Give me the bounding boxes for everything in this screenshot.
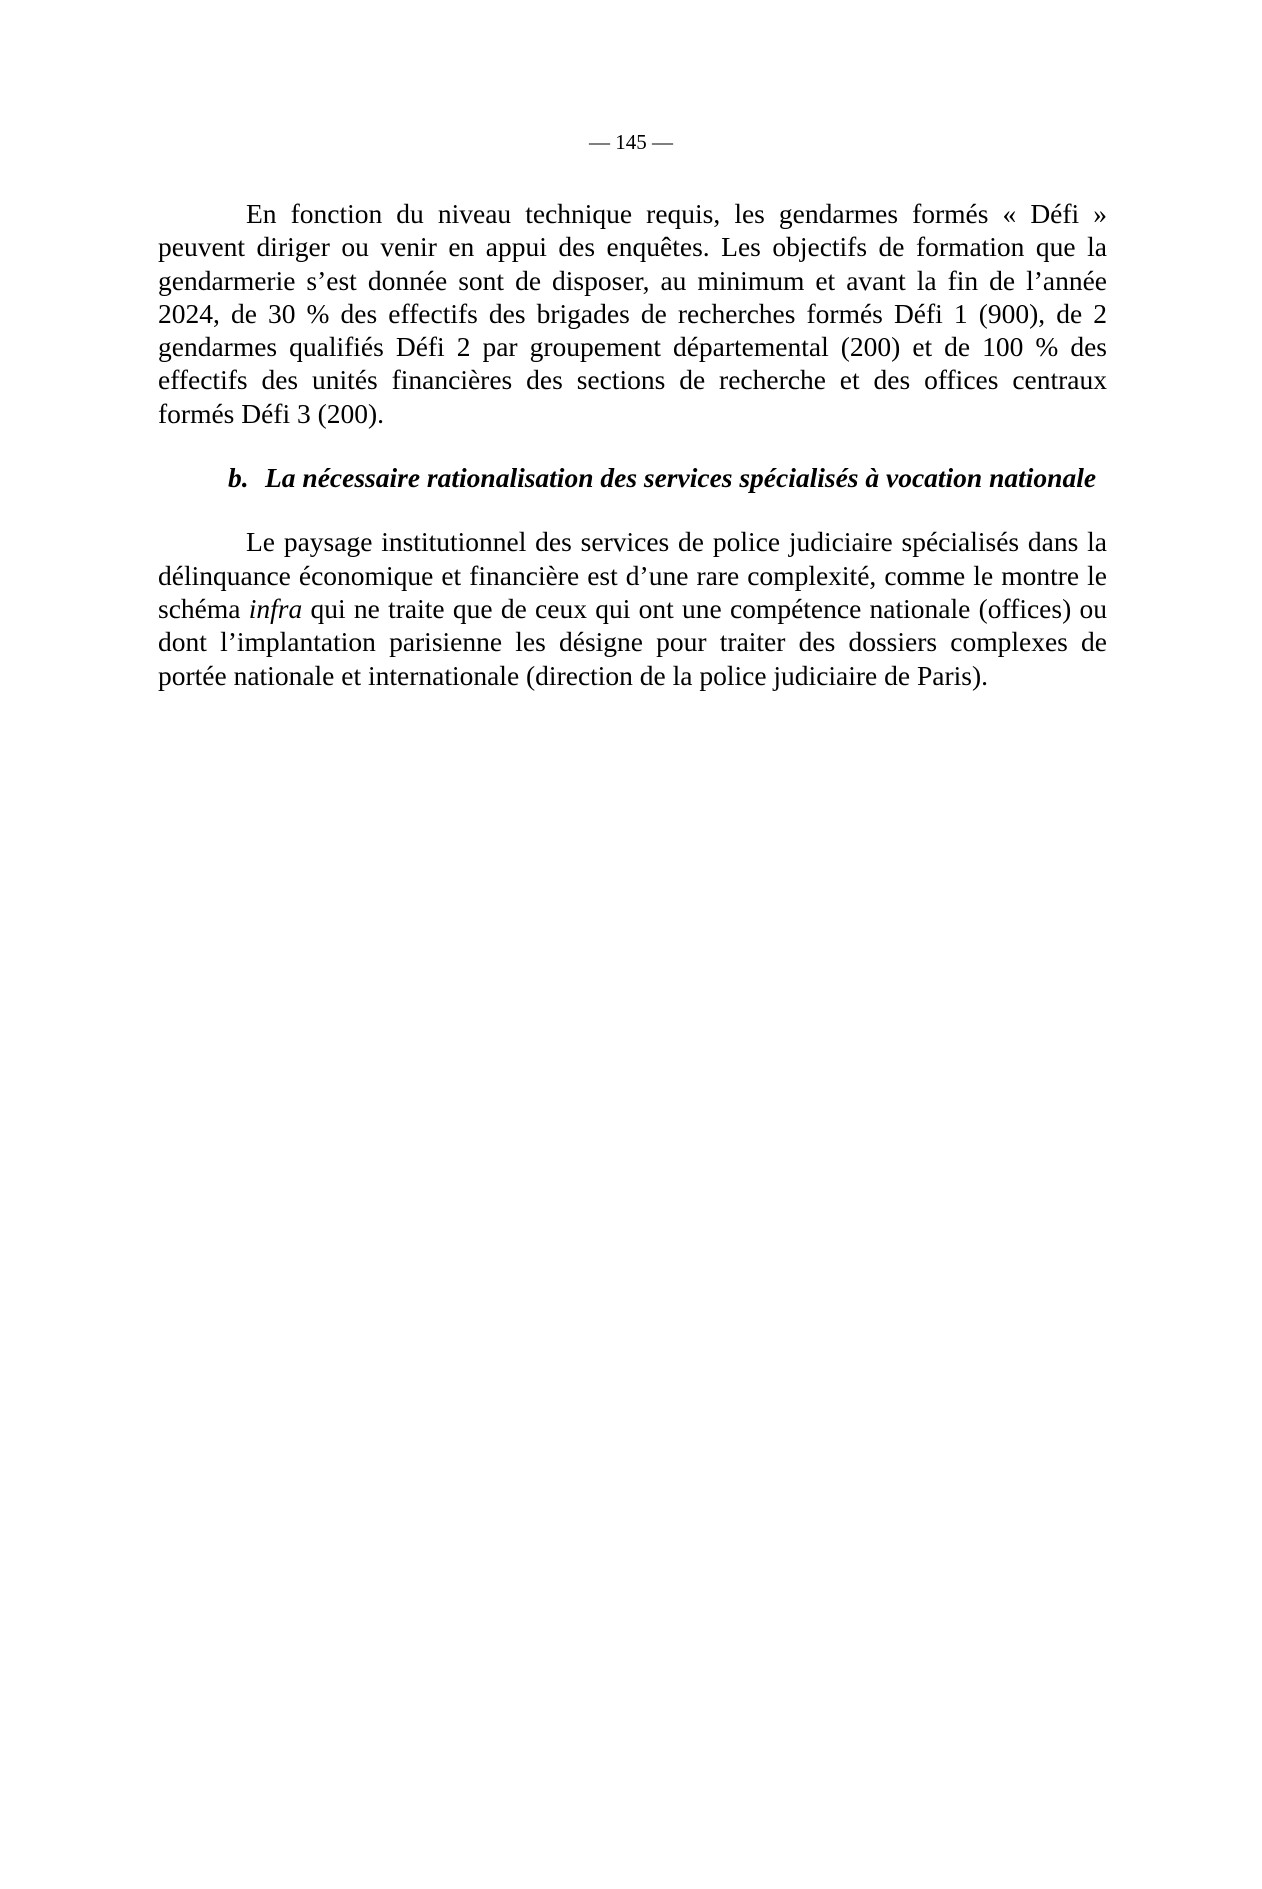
paragraph-institutional-landscape — [158, 525, 1107, 691]
section-heading-text: La nécessaire rationalisation des services spécialisés à vocation nationale — [265, 462, 1097, 494]
paragraph-defi-training: En fonction du niveau technique requis, les gendarmes formés « Défi » peuvent diriger ou venir en appui des enquêtes. Les objectifs de formation que la gendarmerie s’est donnée sont de disposer, au minimum et avant la fin de l’année 2024, de 30 % des effectifs des brigades de recherches formés Défi 1 (900), de 2 gendarmes qualifiés Défi 2 par groupement départemental (200) et de 100 % des effectifs des unités financières des sections de recherche et des offices centraux formés Défi 3 (200). — [158, 198, 1107, 429]
paragraph-text-after-emphasis: qui ne traite que de ceux qui ont une compétence nationale (offices) ou dont l’implantation parisienne les désigne pour traiter des dossiers complexes de portée nationale et internationale (direction de la police judiciaire de Paris). — [158, 592, 1107, 691]
paragraph-text-before-emphasis: Le paysage institutionnel des services de police judiciaire spécialisés dans la délinquance économique et financière est d’une rare complexité, comme le montre le schéma — [158, 526, 1107, 624]
page-number: — 145 — — [589, 130, 673, 154]
section-heading — [228, 461, 1107, 494]
section-heading-marker: b. — [228, 462, 249, 494]
emphasis-infra: infra — [248, 592, 303, 624]
document-body — [158, 197, 1107, 692]
